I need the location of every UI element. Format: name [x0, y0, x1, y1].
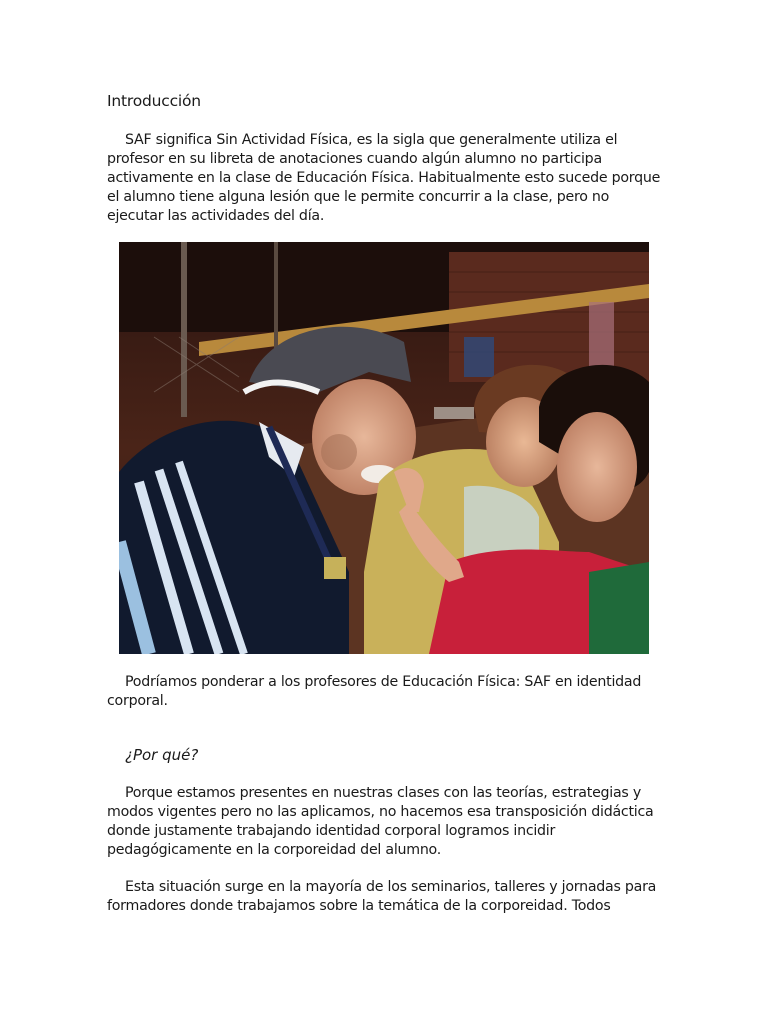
ponder-paragraph: Podríamos ponderar a los profesores de Educación Física: SAF en identidad corporal.	[107, 674, 642, 709]
section-heading: Introducción	[107, 92, 201, 110]
because-paragraph: Porque estamos presentes en nuestras clases con las teorías, estrategias y modos vigentes pero no las aplicamos, no hacemos esa transposición didáctica donde justamente trabajando identidad corporal logramos incidir pedagógicamente en la corporeidad del alumno.	[107, 785, 654, 858]
intro-paragraph: SAF significa Sin Actividad Física, es la sigla que generalmente utiliza el profesor en su libreta de anotaciones cuando algún alumno no participa activamente en la clase de Educación Física. Habitualmente esto sucede porque el alumno tiene alguna lesión que le permite concurrir a la clase, pero no ejecutar las actividades del día.	[107, 132, 661, 224]
why-subheading: ¿Por qué?	[125, 746, 199, 764]
situation-paragraph: Esta situación surge en la mayoría de los seminarios, talleres y jornadas para formadores donde trabajamos sobre la temática de la corporeidad. Todos	[107, 879, 657, 914]
classroom-photo	[119, 242, 649, 654]
